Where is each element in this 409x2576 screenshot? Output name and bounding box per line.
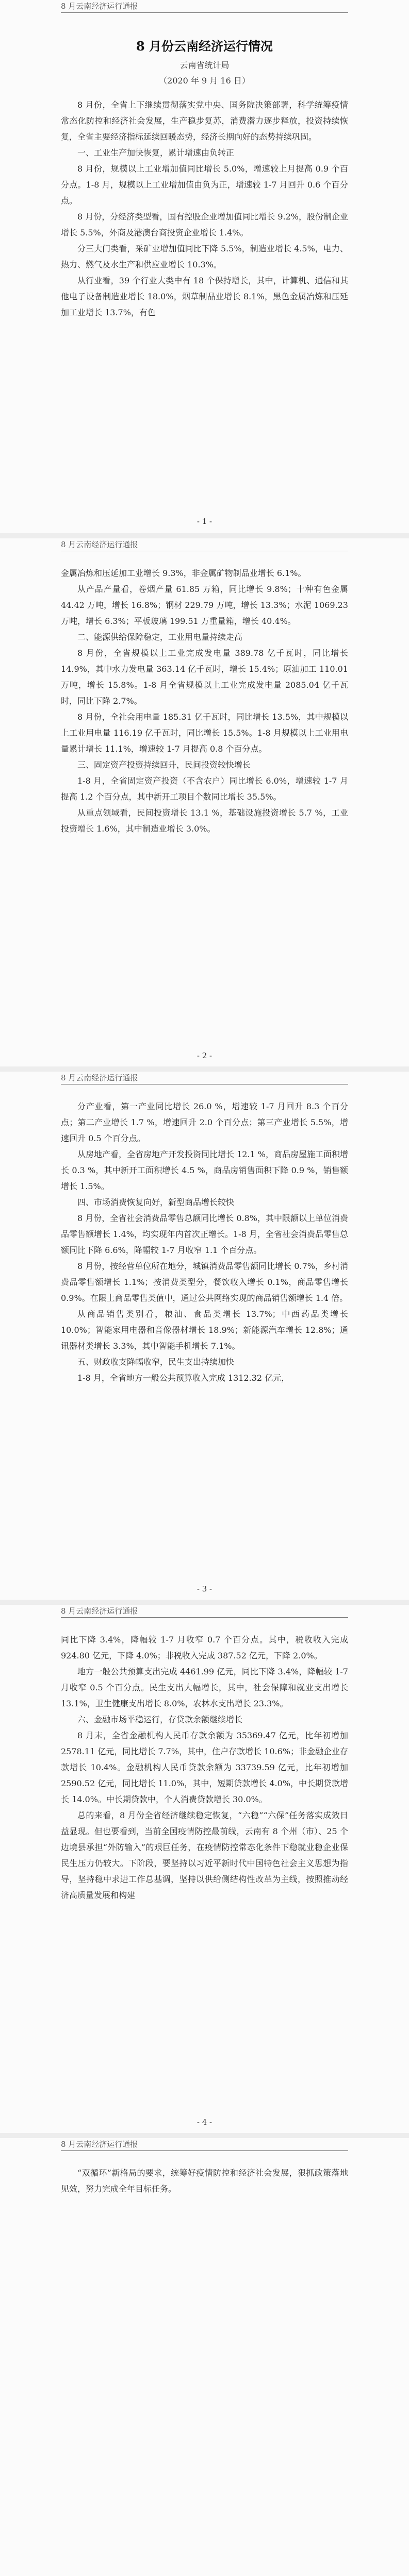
paragraph: 8 月份，全省社会消费品零售总额同比增长 0.8%，其中限额以上单位消费品零售额增长 1.4%，均实现年内首次正增长。1-8 月，全省社会消费品零售总额同比下降 6.6%，降幅较 1-7 月收窄 1.1 个百分点。 — [61, 1213, 349, 1255]
page-separator — [0, 1600, 409, 1605]
paragraph: 一、工业生产加快恢复，累计增速由负转正 — [77, 148, 235, 158]
paragraph: 金属冶炼和压延加工业增长 9.3%，非金属矿物制品业增长 6.1%。 — [61, 568, 306, 578]
page-header: 8 月云南经济运行通报 — [61, 2139, 348, 2151]
paragraph: 8 月份，按经营单位所在地分，城镇消费品零售额同比增长 0.7%，乡村消费品零售额增长 1.1%；按消费类型分，餐饮收入增长 0.1%，商品零售增长 0.9%。在限上商品零售类值中，通过公共网络实现的商品销售额增长 1.4 倍。 — [61, 1261, 349, 1303]
paragraph: 8 月末，全省金融机构人民币存款余额为 35369.47 亿元，比年初增加 2578.11 亿元，同比增长 7.7%，其中，住户存款增长 10.6%；非金融企业存款增长 10.4%。金融机构人民币贷款余额为 33739.59 亿元，比年初增加 2590.52 亿元，同比增长 11.0%，其中，短期贷款增长 4.0%，中长期贷款增长 14.0%。中长期贷款中，个人消费贷款增长 30.0%。 — [61, 1731, 348, 1804]
document-title: 8 月份云南经济运行情况 — [136, 39, 273, 54]
page-body — [61, 2165, 348, 2197]
page-number: - 2 - — [197, 1051, 212, 1060]
paragraph: 总的来看，8 月份全省经济继续稳定恢复，“六稳”“六保”任务落实成效日益显现。但也要看到，当前全国疫情防控最前线，云南有 8 个州（市）、25 个边境县承担“外防输入”的艰巨任务，在疫情防控常态化条件下稳就业稳企业保民生压力仍较大。下阶段，要坚持以习近平新时代中国特色社会主义思想为指导，坚持稳中求进工作总基调，坚持以供给侧结构性改革为主线，按照推动经济高质量发展和构建 — [61, 1810, 348, 1900]
paragraph: 8 月份，全社会用电量 185.31 亿千瓦时，同比增长 13.5%，其中规模以上工业用电量 116.19 亿千瓦时，同比增长 15.5%。1-8 月规模以上工业用电量累计增长 11.1%，增速较 1-7 月提高 0.8 个百分点。 — [61, 712, 348, 754]
paragraph: “双循环”新格局的要求，统筹好疫情防控和经济社会发展，狠抓政策落地见效，努力完成全年目标任务。 — [61, 2168, 348, 2194]
paragraph: 五、财政收支降幅收窄，民生支出持续加快 — [77, 1357, 235, 1367]
page-separator — [0, 1066, 409, 1072]
paragraph: 二、能源供给保障稳定，工业用电量持续走高 — [77, 632, 243, 642]
paragraph: 从行业看，39 个行业大类中有 18 个保持增长，其中，计算机、通信和其他电子设备制造业增长 18.0%，烟草制品业增长 8.1%，黑色金属冶炼和压延加工业增长 13.7%，有色 — [61, 276, 348, 317]
page-body — [61, 97, 348, 320]
paragraph: 三、固定资产投资持续回升，民间投资较快增长 — [77, 760, 251, 770]
paragraph: 8 月份，全省上下继续贯彻落实党中央、国务院决策部署，科学统筹疫情常态化防控和经济社会发展，生产稳步复苏，消费潜力逐步释放，投资持续恢复，全省主要经济指标延续回暖态势，经济长期向好的态势持续巩固。 — [61, 100, 348, 142]
page-separator — [0, 533, 409, 538]
page-1 — [0, 0, 409, 533]
paragraph: 从产品产量看，卷烟产量 61.85 万箱，同比增长 9.8%；十种有色金属 44.42 万吨，增长 16.8%；钢材 229.79 万吨，增长 13.3%；水泥 1069.23 万吨，增长 6.3%；平板玻璃 199.51 万重量箱，增长 40.4%。 — [61, 584, 348, 626]
paragraph: 从重点领域看，民间投资增长 13.1 %，基础设施投资增长 5.7 %，工业投资增长 1.6%，其中制造业增长 3.0%。 — [61, 808, 348, 834]
page-number: - 1 - — [197, 517, 212, 526]
page-body — [61, 1098, 348, 1386]
page-body — [61, 565, 348, 837]
paragraph: 地方一般公共预算支出完成 4461.99 亿元，同比下降 3.4%，降幅较 1-7 月收窄 0.5 个百分点。民生支出大幅增长，其中，社会保障和就业支出增长 13.1%，卫生健康支出增长 8.0%，农林水支出增长 23.3%。 — [61, 1667, 348, 1708]
page-number: - 3 - — [197, 1584, 212, 1594]
page-body — [61, 1632, 348, 1903]
document-issuer: 云南省统计局 — [179, 60, 230, 70]
page-3 — [0, 1072, 409, 1600]
paragraph: 从房地产看，全省房地产开发投资同比增长 12.1 %，商品房屋施工面积增长 0.3 %，其中新开工面积增长 4.5 %，商品房销售面积下降 0.9 %，销售额增长 1.5%。 — [61, 1149, 349, 1191]
paragraph: 8 月份，规模以上工业增加值同比增长 5.0%，增速较上月提高 0.9 个百分点。1-8 月，规模以上工业增加值由负为正，增速较 1-7 月回升 0.6 个百分点。 — [61, 164, 348, 206]
paragraph: 分产业看，第一产业同比增长 26.0 %，增速较 1-7 月回升 8.3 个百分点；第二产业增长 1.7 %，增速回升 2.0 个百分点；第三产业增长 5.5%，增速回升 0.5 个百分点。 — [61, 1101, 348, 1143]
paragraph: 1-8 月，全省固定资产投资（不含农户）同比增长 6.0%，增速较 1-7 月提高 1.2 个百分点，其中新开工项目个数同比增长 35.5%。 — [61, 776, 348, 802]
page-separator — [0, 2133, 409, 2138]
page-2 — [0, 538, 409, 1066]
page-number: - 4 - — [197, 2117, 212, 2127]
page-header: 8 月云南经济运行通报 — [61, 1, 348, 13]
paragraph: 1-8 月，全省地方一般公共预算收入完成 1312.32 亿元， — [77, 1373, 290, 1383]
page-4 — [0, 1605, 409, 2133]
page-header: 8 月云南经济运行通报 — [61, 539, 348, 551]
page-header: 8 月云南经济运行通报 — [61, 1073, 348, 1084]
page-header: 8 月云南经济运行通报 — [61, 1606, 348, 1618]
paragraph: 同比下降 3.4%，降幅较 1-7 月收窄 0.7 个百分点。其中，税收收入完成 924.80 亿元，下降 4.0%；非税收入完成 387.52 亿元，下降 2.0%。 — [61, 1635, 348, 1660]
paragraph: 四、市场消费恢复向好，新型商品增长较快 — [77, 1197, 235, 1207]
paragraph: 8 月份，分经济类型看，国有控股企业增加值同比增长 9.2%，股份制企业增长 5.5%，外商及港澳台商投资企业增长 1.4%。 — [61, 212, 349, 238]
paragraph: 分三大门类看，采矿业增加值同比下降 5.5%，制造业增长 4.5%，电力、热力、燃气及水生产和供应业增长 10.3%。 — [61, 244, 348, 269]
document-date: （2020 年 9 月 16 日） — [159, 76, 250, 86]
paragraph: 8 月份，全省规模以上工业完成发电量 389.78 亿千瓦时，同比增长 14.9%，其中水力发电量 363.14 亿千瓦时，增长 15.4%；原油加工 110.01 万吨，增长 15.8%。1-8 月全省规模以上工业完成发电量 2085.04 亿千瓦时，同比下降 2.7%。 — [61, 648, 348, 706]
paragraph: 六、金融市场平稳运行，存贷款余额继续增长 — [77, 1715, 243, 1724]
paragraph: 从商品销售类别看，粮油、食品类增长 13.7%；中西药品类增长 10.0%；智能家用电器和音像器材增长 18.9%；新能源汽车增长 12.8%；通讯器材类增长 3.3%，其中智能手机增长 7.1%。 — [61, 1309, 348, 1351]
page-5 — [0, 2138, 409, 2576]
